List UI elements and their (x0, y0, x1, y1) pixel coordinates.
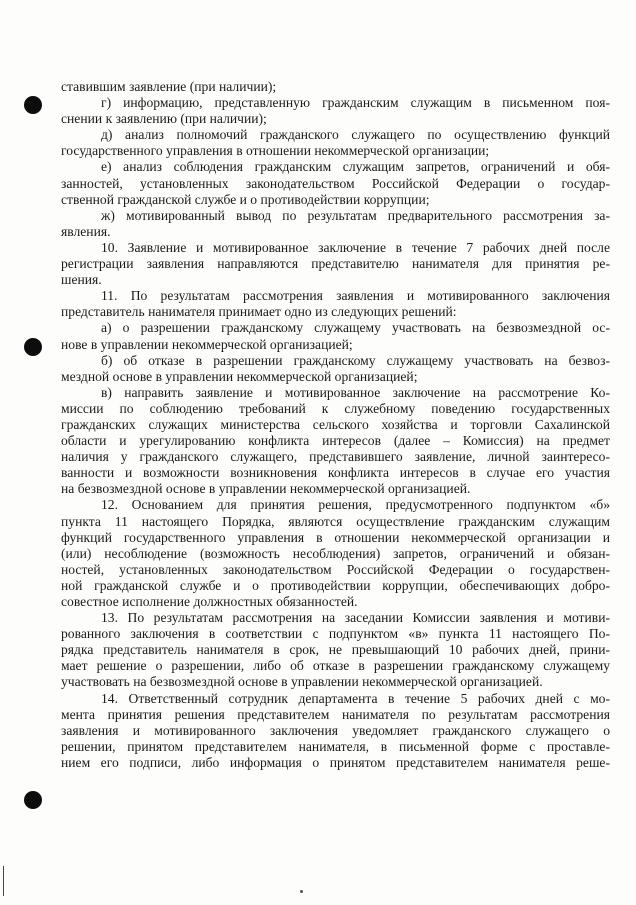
document-body (61, 79, 610, 771)
text-line: шения. (61, 272, 102, 288)
text-line: б) об отказе в разрешении гражданскому служащему участвовать на безвоз- (101, 352, 610, 368)
text-line: на безвозмездной основе в управлении некоммерческой организацией. (61, 481, 471, 497)
text-line: заявления и мотивированного заключения уведомляет гражданского служащего о (61, 722, 610, 738)
text-line: ственной гражданской службе и о противодействии коррупции; (61, 191, 430, 207)
text-line: 10. Заявление и мотивированное заключение в течение 7 рабочих дней после (101, 239, 610, 255)
text-line: нове в управлении некоммерческой организацией; (61, 336, 353, 352)
text-line: ванности и возможности возникновения конфликта интересов в случае его участия (61, 465, 610, 481)
text-line: д) анализ полномочий гражданского служащего по осуществлению функций (101, 127, 610, 143)
text-line: миссии по соблюдению требований к служебному поведению государственных (61, 400, 610, 416)
text-line: ностей, установленных законодательством Российской Федерации о государствен- (61, 561, 610, 577)
text-line: регистрации заявления направляются представителю нанимателя для принятия ре- (61, 256, 610, 272)
text-line: 11. По результатам рассмотрения заявления и мотивированного заключения (101, 288, 610, 304)
text-line: а) о разрешении гражданскому служащему участвовать на безвозмездной ос- (101, 320, 610, 336)
text-line: пункта 11 настоящего Порядка, являются осуществление гражданским служащим (61, 513, 610, 529)
text-line: участвовать на безвозмездной основе в управлении некоммерческой организацией. (61, 674, 543, 690)
text-line: ставившим заявление (при наличии); (61, 79, 277, 94)
text-line: 14. Ответственный сотрудник департамента в течение 5 рабочих дней с мо- (101, 690, 610, 706)
text-line: функций государственного управления в отношении некоммерческой организации и (61, 529, 610, 545)
scan-speck (300, 890, 303, 893)
text-line: рованного заключения в соответствии с подпунктом «в» пункта 11 настоящего По- (61, 626, 610, 642)
text-line: мает решение о разрешении, либо об отказе в разрешении гражданскому служащему (61, 658, 610, 674)
text-line: гражданских служащих министерства сельского хозяйства и торговли Сахалинской (61, 416, 610, 432)
text-line: занностей, установленных законодательством Российской Федерации о государ- (61, 175, 610, 191)
text-line: 13. По результатам рассмотрения на заседании Комиссии заявления и мотиви- (101, 610, 610, 626)
text-line: снении к заявлению (при наличии); (61, 111, 267, 127)
text-line: области и урегулированию конфликта интересов (далее – Комиссия) на предмет (61, 433, 610, 449)
text-line: ж) мотивированный вывод по результатам предварительного рассмотрения за- (101, 207, 610, 223)
text-line: явления. (61, 223, 111, 239)
text-line: е) анализ соблюдения гражданским служащим запретов, ограничений и обя- (101, 159, 610, 175)
text-line: 12. Основанием для принятия решения, предусмотренного подпунктом «б» (101, 497, 610, 513)
text-line: в) направить заявление и мотивированное заключение на рассмотрение Ко- (101, 384, 610, 400)
text-line: г) информацию, представленную гражданским служащим в письменном поя- (101, 95, 610, 111)
text-line: представитель нанимателя принимает одно из следующих решений: (61, 304, 457, 320)
punch-hole (24, 791, 42, 809)
scan-edge-mark (3, 866, 4, 896)
text-line: решении, принятом представителем нанимателя, в письменной форме с проставле- (61, 738, 610, 754)
punch-hole (24, 338, 42, 356)
text-line: мездной основе в управлении некоммерческой организацией; (61, 368, 418, 384)
punch-hole (24, 96, 42, 114)
text-line: государственного управления в отношении некоммерческой организации; (61, 143, 490, 159)
text-line: нием его подписи, либо информация о принятом представителем нанимателя реше- (61, 754, 610, 770)
text-line: мента принятия решения представителем нанимателя по результатам рассмотрения (61, 706, 610, 722)
text-line: рядка представитель нанимателя в срок, не превышающий 10 рабочих дней, прини- (61, 642, 610, 658)
text-line: ной гражданской службе и о противодействии коррупции, обеспечивающих добро- (61, 577, 610, 593)
text-line: (или) несоблюдение (возможность несоблюдения) запретов, ограничений и обязан- (61, 545, 610, 561)
text-line: наличия у гражданского служащего, представившего заявление, личной заинтересо- (61, 449, 610, 465)
text-line: совестное исполнение должностных обязанностей. (61, 594, 358, 609)
